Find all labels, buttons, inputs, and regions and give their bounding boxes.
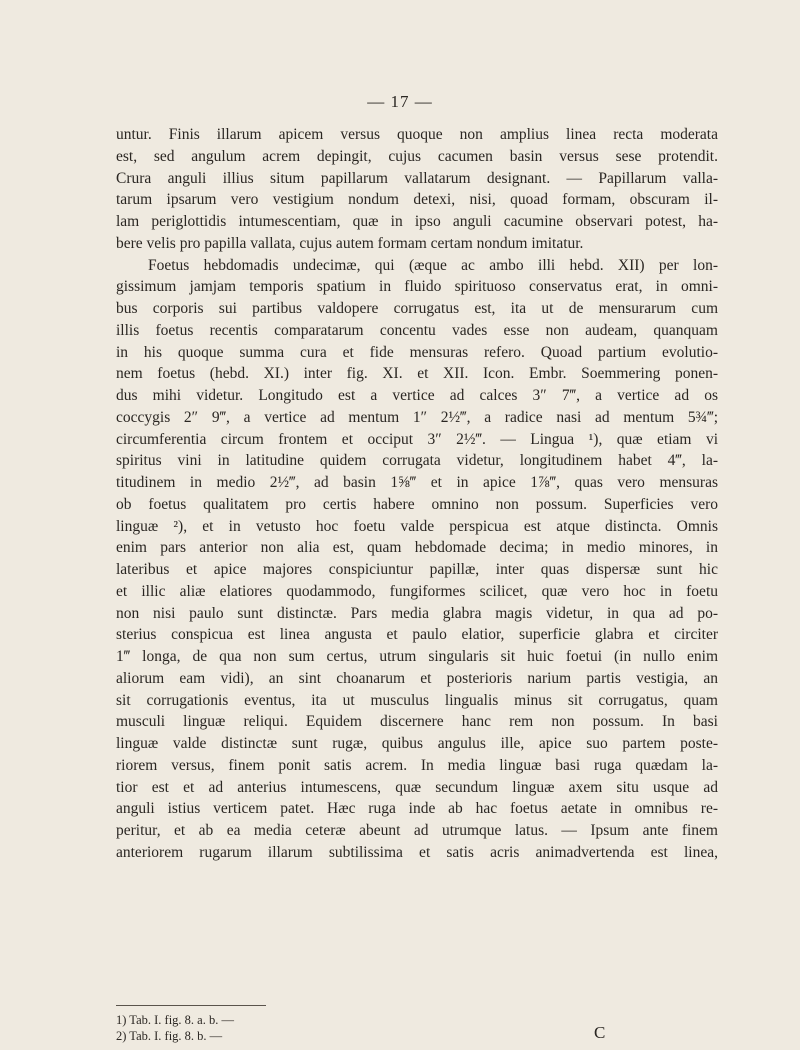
text-line: untur. Finis illarum apicem versus quoque non amplius linea recta moderata xyxy=(116,126,718,143)
text-line: non nisi paulo sunt distinctæ. Pars media glabra magis videtur, in qua ad po- xyxy=(116,604,718,622)
text-line: Foetus hebdomadis undecimæ, qui (æque ac ambo illi hebd. XII) per lon- xyxy=(148,256,718,274)
text-line: illis foetus recentis comparatarum concentu vades esse non audeam, quanquam xyxy=(116,321,718,339)
text-line: bere velis pro papilla vallata, cujus autem formam certam nondum imitatur. xyxy=(116,234,584,252)
text-line: 1‴ longa, de qua non sum certus, utrum singularis sit huic foetui (in nullo enim xyxy=(116,648,718,665)
text-line: Crura anguli illius situm papillarum vallatarum designant. — Papillarum valla- xyxy=(116,169,718,187)
text-line: dus mihi videtur. Longitudo est a vertice ad calces 3″ 7‴, a vertice ad os xyxy=(116,387,718,404)
text-line: sit corrugationis eventus, ita ut musculus lingualis minus sit corrugatus, quam xyxy=(116,691,718,709)
text-line: linguæ valde distinctæ sunt rugæ, quibus angulus ille, apice suo partem poste- xyxy=(116,735,718,752)
footnote-divider xyxy=(116,1005,266,1006)
text-line: ob foetus qualitatem pro certis habere omnino non possum. Superficies vero xyxy=(116,495,718,513)
text-line: peritur, et ab ea media ceteræ abeunt ad utrumque latus. — Ipsum ante finem xyxy=(116,822,718,839)
text-line: et illic aliæ elatiores quodammodo, fungiformes scilicet, quæ vero hoc in foetu xyxy=(116,582,718,600)
text-line: titudinem in medio 2½‴, ad basin 1⅝‴ et in apice 1⅞‴, quas vero mensuras xyxy=(116,474,718,491)
text-line: lam periglottidis intumescentiam, quæ in ipso anguli cacumine observari potest, ha- xyxy=(116,213,718,230)
text-line: anguli istius verticem patet. Hæc ruga inde ab hac foetus aetate in omnibus re- xyxy=(116,800,718,818)
text-line: enim pars anterior non alia est, quam hebdomade decima; in medio minores, in xyxy=(116,539,718,557)
text-line: bus corporis sui partibus valdopere corrugatus est, ita ut de mensurarum cum xyxy=(116,300,718,317)
text-line: circumferentia circum frontem et occiput 3″ 2½‴. — Lingua ¹), quæ etiam vi xyxy=(116,430,718,448)
text-line: tior est et ad anterius intumescens, quæ secundum linguæ axem situ usque ad xyxy=(116,778,718,796)
text-line: gissimum jamjam temporis spatium in fluido spirituoso conservatus erat, in omni- xyxy=(116,278,718,296)
footnotes xyxy=(116,1012,516,1044)
footnote-2: 2) Tab. I. fig. 8. b. — xyxy=(116,1029,223,1043)
text-line: riorem versus, finem ponit satis acrem. In media linguæ basi ruga quædam la- xyxy=(116,756,718,774)
signature-mark: C xyxy=(594,1023,606,1042)
text-line: tarum ipsarum vero vestigium nondum detexi, nisi, quoad formam, obscuram il- xyxy=(116,191,718,209)
footnote-1: 1) Tab. I. fig. 8. a. b. — xyxy=(116,1013,234,1027)
text-line: sterius conspicua est linea angusta et paulo elatior, superficie glabra et circiter xyxy=(116,626,718,644)
body-text xyxy=(116,124,718,864)
text-line: musculi linguæ reliqui. Equidem discernere hanc rem non possum. In basi xyxy=(116,713,718,731)
text-line: in his quoque summa cura et fide mensuras refero. Quoad partium evolutio- xyxy=(116,343,718,361)
text-line: est, sed angulum acrem depingit, cujus cacumen basin versus sese protendit. xyxy=(116,147,718,165)
text-line: spiritus vini in latitudine quidem corrugata videtur, longitudinem habet 4‴, la- xyxy=(116,452,718,470)
text-line: lateribus et apice majores conspiciuntur papillæ, inter quas dispersæ sunt hic xyxy=(116,561,718,578)
text-line: anteriorem rugarum illarum subtilissima et satis acris animadvertenda est linea, xyxy=(116,843,718,861)
text-line: coccygis 2″ 9‴, a vertice ad mentum 1″ 2½‴, a radice nasi ad mentum 5¾‴; xyxy=(116,408,718,426)
text-line: linguæ ²), et in vetusto hoc foetu valde perspicua est atque distincta. Omnis xyxy=(116,517,718,535)
page-number: — 17 — xyxy=(367,92,433,111)
text-line: nem foetus (hebd. XI.) inter fig. XI. et XII. Icon. Embr. Soemmering ponen- xyxy=(116,365,718,383)
text-line: aliorum eam vidi), an sint choanarum et posterioris narium partis vestigia, an xyxy=(116,669,718,687)
